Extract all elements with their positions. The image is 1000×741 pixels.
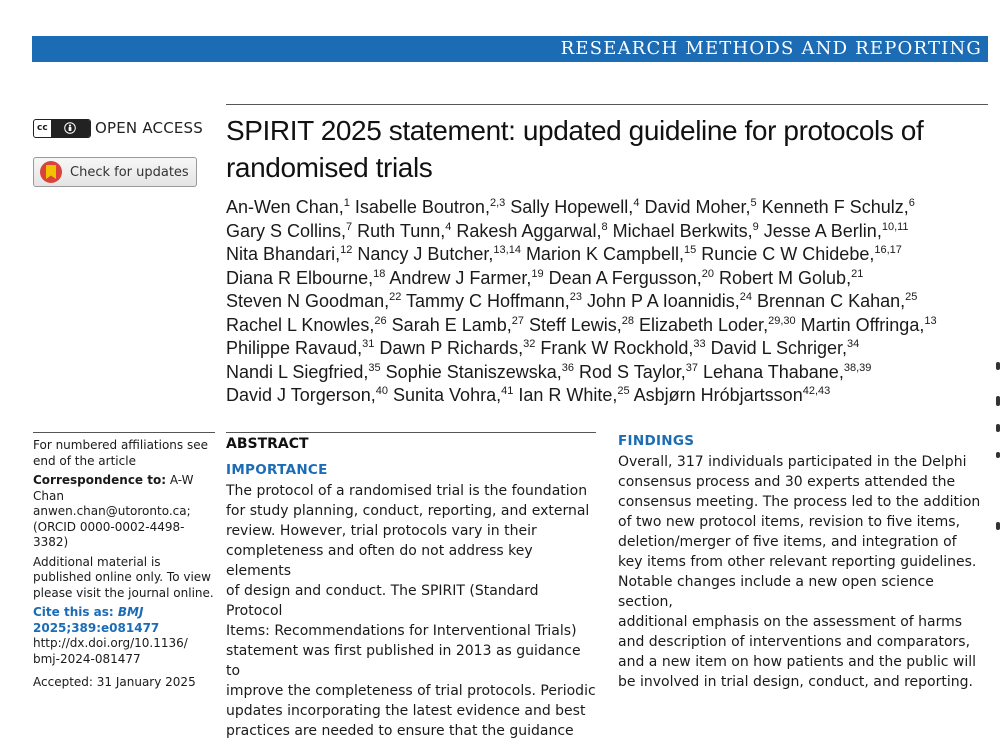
author-name: Nandi L Siegfried, — [226, 361, 369, 382]
author-line — [226, 361, 946, 385]
person-icon — [64, 122, 76, 134]
findings-heading: FINDINGS — [618, 433, 695, 449]
author-line — [226, 196, 946, 220]
correspondence-email[interactable]: anwen.chan@utoronto.ca; — [33, 504, 191, 518]
author-name: Frank W Rockhold, — [535, 338, 694, 358]
paragraph-line: Items: Recommendations for Interventional Trials) — [226, 623, 577, 639]
affiliation-number: 32 — [523, 338, 536, 350]
author-name: Dawn P Richards, — [374, 338, 524, 358]
paragraph-line: Overall, 317 individuals participated in the Delphi — [618, 454, 967, 470]
affiliation-number: 36 — [561, 361, 575, 374]
bookmark-icon — [40, 161, 62, 183]
open-access-badge[interactable] — [33, 117, 203, 139]
affiliation-number: 38,39 — [843, 361, 872, 374]
author-name: Sophie Staniszewska, — [380, 361, 562, 382]
affiliation-number: 9 — [752, 220, 759, 233]
author-name: Diana R Elbourne, — [226, 267, 374, 288]
paragraph-line: deletion/merger of five items, and integration of — [618, 534, 957, 550]
section-banner — [32, 36, 988, 62]
author-name: Asbjørn Hróbjartsson — [629, 385, 803, 405]
affiliation-number: 2,3 — [489, 197, 506, 209]
affiliation-number: 4 — [445, 220, 452, 233]
author-name: Michael Berkwits, — [607, 220, 753, 241]
affiliations-note: For numbered affiliations see end of the article — [33, 438, 208, 468]
author-name: David Moher, — [639, 197, 751, 217]
paragraph-line: key items from other relevant reporting guidelines. — [618, 554, 977, 570]
correspondence — [33, 473, 215, 551]
author-line — [226, 314, 946, 338]
cite-label: Cite this as: — [33, 605, 114, 619]
affiliation-number: 41 — [501, 385, 514, 397]
paragraph-line: and a new item on how patients and the public will — [618, 654, 976, 670]
author-line — [226, 243, 946, 267]
paragraph-line: improve the completeness of trial protocols. Periodic — [226, 683, 596, 699]
author-name: Tammy C Hoffmann, — [401, 291, 570, 311]
affiliation-number: 8 — [601, 220, 608, 233]
paragraph-line: completeness and often do not address key elements — [226, 543, 533, 579]
abstract-heading: ABSTRACT — [226, 436, 309, 452]
affiliation-number: 6 — [908, 197, 915, 209]
affiliation-number: 19 — [531, 267, 544, 280]
author-name: Robert M Golub, — [714, 267, 852, 288]
author-list — [226, 196, 946, 408]
author-line — [226, 267, 946, 291]
affiliation-number: 34 — [847, 338, 860, 350]
author-name: Marion K Campbell, — [520, 244, 685, 264]
affiliation-number: 13 — [924, 314, 937, 327]
author-name: Andrew J Farmer, — [385, 267, 532, 288]
abstract-column-1 — [226, 432, 596, 741]
paragraph-line: The protocol of a randomised trial is the foundation — [226, 483, 588, 499]
author-name: Rachel L Knowles, — [226, 314, 375, 335]
author-name: Sally Hopewell, — [505, 197, 634, 217]
affiliation-number: 13,14 — [493, 244, 521, 256]
accepted-date — [33, 675, 215, 691]
correspondence-orcid: (ORCID 0000-0002-4498-3382) — [33, 519, 185, 549]
author-name: John P A Ioannidis, — [581, 291, 740, 311]
doi-link-line-1[interactable]: http://dx.doi.org/10.1136/ — [33, 636, 188, 650]
paragraph-line: of two new protocol items, revision to five items, — [618, 514, 961, 530]
author-name: Gary S Collins, — [226, 220, 347, 241]
doi-link-line-2[interactable]: bmj-2024-081477 — [33, 651, 141, 666]
article-sidebar — [33, 432, 215, 695]
affiliation-number: 25 — [617, 385, 630, 397]
author-name: An-Wen Chan, — [226, 197, 344, 217]
affiliation-number: 23 — [569, 291, 582, 303]
paragraph-line: additional emphasis on the assessment of harms — [618, 614, 963, 630]
affiliation-number: 27 — [511, 314, 524, 327]
paragraph-line: consensus meeting. The process led to the addition — [618, 494, 981, 510]
affiliation-number: 22 — [389, 291, 402, 303]
paragraph-line: of design and conduct. The SPIRIT (Standard Protocol — [226, 583, 539, 619]
open-access-label: OPEN ACCESS — [95, 119, 203, 137]
abstract-column-2 — [618, 432, 988, 692]
affiliation-number: 31 — [362, 338, 375, 350]
author-name: Brennan C Kahan, — [752, 291, 906, 311]
affiliation-number: 42,43 — [802, 385, 831, 397]
affiliation-number: 26 — [374, 314, 387, 327]
author-name: Dean A Fergusson, — [543, 267, 702, 288]
author-name: Rakesh Aggarwal, — [451, 220, 602, 241]
author-name: Nancy J Butcher, — [352, 244, 494, 264]
affiliation-number: 10,11 — [881, 220, 909, 233]
author-name: Sarah E Lamb, — [386, 314, 512, 335]
cite-reference: 2025;389:e081477 — [33, 620, 160, 635]
author-line — [226, 384, 946, 408]
importance-text — [226, 481, 596, 741]
author-name: David L Schriger, — [705, 338, 848, 358]
affiliation-number: 5 — [750, 197, 757, 209]
affiliation-number: 40 — [375, 385, 388, 397]
paragraph-line: for study planning, conduct, reporting, and external — [226, 503, 590, 519]
article-title-line-2: randomised trials — [226, 152, 433, 183]
affiliation-number: 20 — [701, 267, 715, 280]
author-name: Jesse A Berlin, — [758, 220, 882, 241]
author-name: Isabelle Boutron, — [349, 197, 490, 217]
affiliation-number: 21 — [851, 267, 864, 280]
author-name: Rod S Taylor, — [574, 361, 686, 382]
affiliation-number: 37 — [685, 361, 699, 374]
sidebar-divider — [33, 432, 215, 433]
author-name: Elizabeth Loder, — [633, 314, 769, 335]
author-name: Kenneth F Schulz, — [756, 197, 909, 217]
title-divider — [226, 104, 988, 105]
affiliation-number: 18 — [373, 267, 386, 280]
paragraph-line: practices are needed to ensure that the guidance — [226, 723, 574, 739]
check-for-updates-label: Check for updates — [70, 164, 189, 180]
paragraph-line: and description of interventions and comparators, — [618, 634, 971, 650]
author-name: Martin Offringa, — [795, 314, 925, 335]
affiliation-number: 16,17 — [874, 244, 902, 256]
paragraph-line: statement was first published in 2013 as guidance to — [226, 643, 581, 679]
accepted-label: Accepted: — [33, 675, 93, 689]
affiliation-number: 4 — [633, 197, 640, 209]
importance-heading: IMPORTANCE — [226, 462, 328, 478]
affiliation-number: 15 — [684, 244, 697, 256]
author-name: Steff Lewis, — [524, 314, 622, 335]
citation — [33, 605, 215, 667]
additional-material-note: Additional material is published online only. To view please visit the journal online. — [33, 554, 214, 600]
author-line — [226, 337, 946, 361]
author-name: Lehana Thabane, — [698, 361, 844, 382]
paragraph-line: review. However, trial protocols vary in their — [226, 523, 537, 539]
check-for-updates-button[interactable] — [33, 157, 197, 187]
article-title-line-1: SPIRIT 2025 statement: updated guideline for protocols of — [226, 115, 924, 146]
affiliation-number: 29,30 — [768, 314, 796, 327]
author-name: Nita Bhandari, — [226, 244, 341, 264]
cc-by-icon: cc — [33, 119, 91, 138]
article-title — [226, 112, 986, 186]
abstract-divider — [226, 432, 596, 433]
author-name: Philippe Ravaud, — [226, 338, 363, 358]
cite-journal: BMJ — [113, 605, 144, 619]
correspondence-label: Correspondence to: — [33, 473, 167, 487]
author-name: Sunita Vohra, — [388, 385, 502, 405]
author-name: David J Torgerson, — [226, 385, 376, 405]
author-name: Runcie C W Chidebe, — [696, 244, 875, 264]
paragraph-line: consensus process and 30 experts attended the — [618, 474, 956, 490]
accepted-value: 31 January 2025 — [92, 675, 196, 689]
author-name: Ian R White, — [513, 385, 618, 405]
author-line — [226, 220, 946, 244]
affiliation-number: 35 — [368, 361, 381, 374]
affiliation-number: 33 — [693, 338, 706, 350]
affiliation-number: 24 — [739, 291, 753, 303]
paragraph-line: updates incorporating the latest evidence and best — [226, 703, 586, 719]
paragraph-line: be involved in trial design, conduct, and reporting. — [618, 674, 973, 690]
author-name: Steven N Goodman, — [226, 291, 390, 311]
paragraph-line: Notable changes include a new open science section, — [618, 574, 934, 610]
author-name: Ruth Tunn, — [352, 220, 446, 241]
affiliation-number: 25 — [905, 291, 918, 303]
findings-text — [618, 452, 988, 692]
affiliation-number: 7 — [346, 220, 353, 233]
affiliation-number: 28 — [621, 314, 634, 327]
affiliation-number: 1 — [343, 197, 350, 209]
correspondence-name: A-W Chan — [33, 473, 194, 503]
section-label: RESEARCH METHODS AND REPORTING — [560, 38, 982, 59]
affiliation-number: 12 — [340, 244, 353, 256]
author-line — [226, 290, 946, 314]
